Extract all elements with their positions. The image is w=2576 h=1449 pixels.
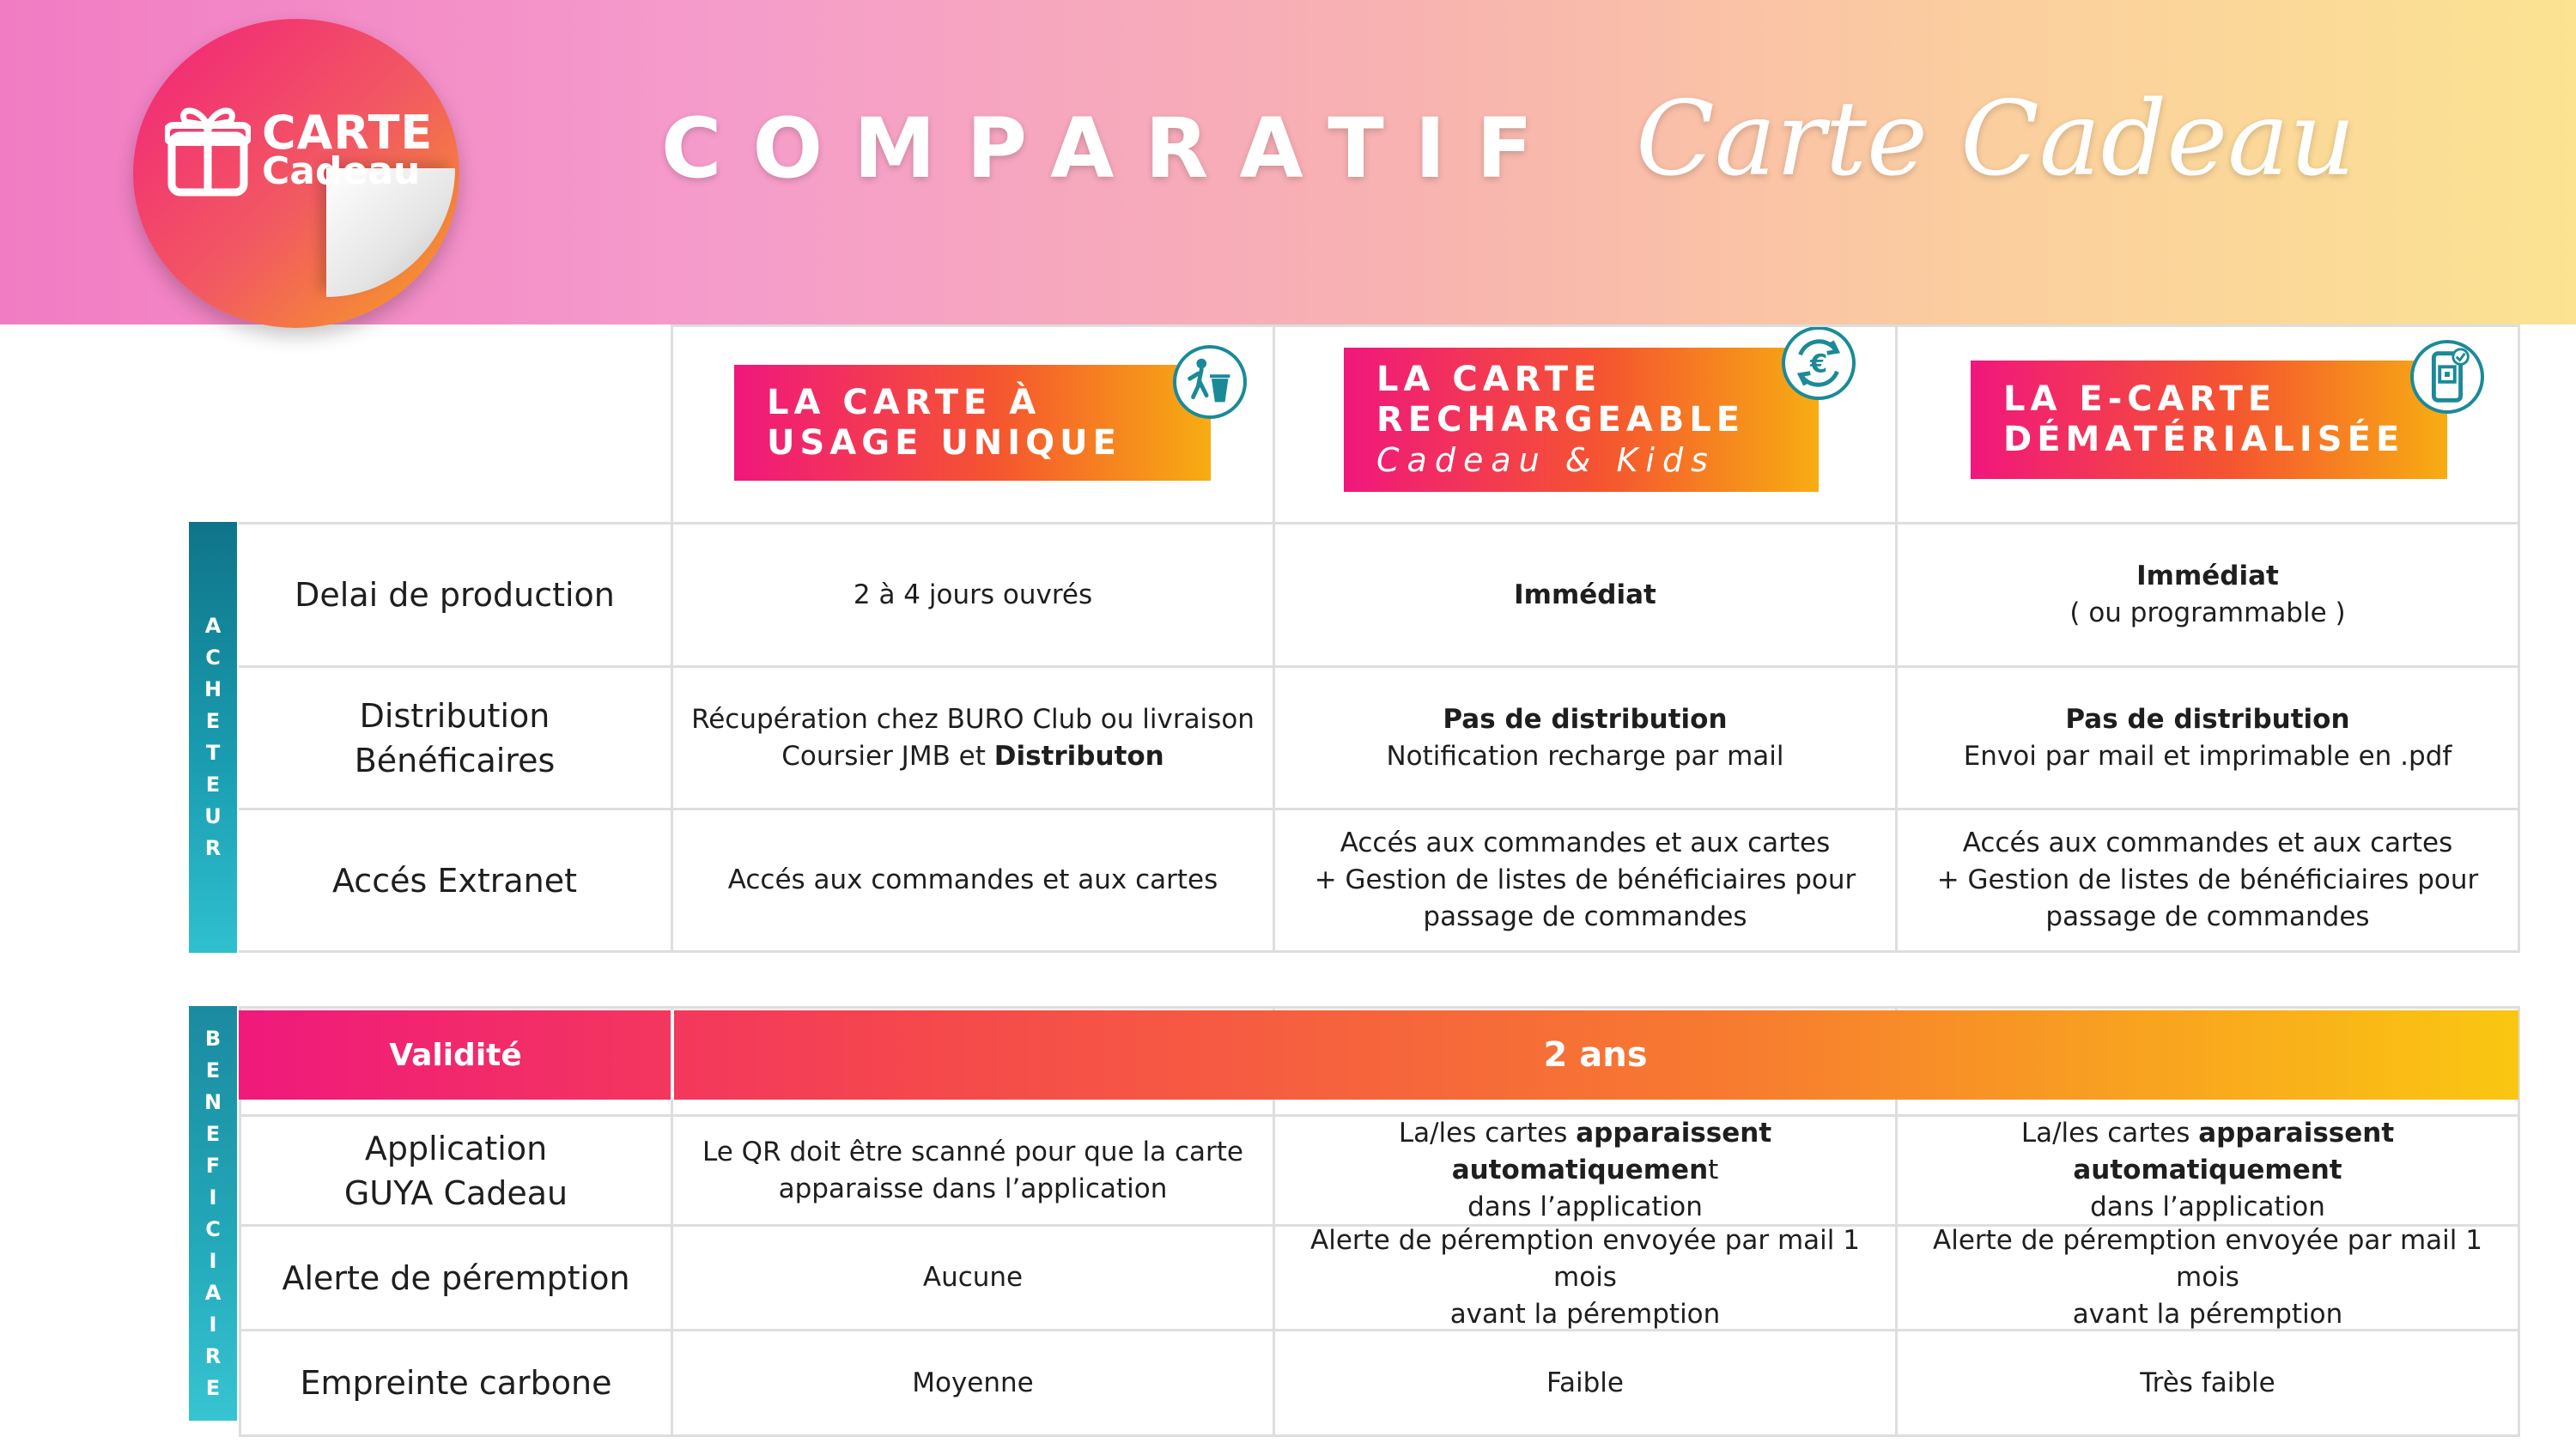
section-letter: E — [205, 1121, 221, 1146]
row-label-alerte — [241, 1227, 671, 1329]
euro-refresh-icon — [1782, 326, 1856, 400]
validity-value: 2 ans — [1543, 1035, 1648, 1075]
cell-text: passage de commandes — [1423, 901, 1747, 932]
row-label-empreinte — [241, 1331, 671, 1434]
cell-text: avant la péremption — [1449, 1299, 1721, 1330]
section-letter: E — [205, 1058, 221, 1082]
cell-text-part: apparaissent automatiquemen — [1451, 1118, 1772, 1185]
cell-text: Accés aux commandes et aux cartes — [1340, 828, 1831, 858]
cell-text: Notification recharge par mail — [1386, 740, 1784, 772]
grid-line — [239, 1434, 2520, 1437]
column-header-line: RECHARGEABLE — [1376, 399, 1746, 440]
page-title-script: Carte Cadeau — [1636, 80, 2356, 199]
table-cell — [1275, 524, 1895, 665]
section-letter: C — [205, 1216, 221, 1241]
table-cell — [1275, 810, 1895, 950]
cell-text: Immédiat — [1514, 579, 1656, 610]
cell-text: Immédiat — [2136, 561, 2279, 591]
column-header-usage-unique — [734, 365, 1211, 481]
validity-label: Validité — [389, 1037, 522, 1073]
grid-line — [239, 1006, 2520, 1009]
gift-icon — [165, 101, 251, 197]
row-label-text: Bénéficaires — [354, 741, 556, 779]
table-cell — [1898, 524, 2518, 665]
column-header-line: LA CARTE — [1376, 359, 1602, 399]
cell-text — [1275, 1115, 1895, 1189]
trash-bin-icon — [1173, 345, 1247, 419]
column-header-line: USAGE UNIQUE — [767, 422, 1121, 463]
logo-text-cadeau: Cadeau — [262, 149, 421, 193]
smartphone-qr-icon — [2410, 340, 2484, 414]
cell-text-part: Coursier JMB et — [781, 740, 994, 772]
cell-text: Alerte de péremption envoyée par mail 1 mois — [1310, 1225, 1860, 1293]
section-letter: E — [205, 709, 221, 733]
cell-text: Récupération chez BURO Club ou livraison — [691, 703, 1255, 735]
section-label-acheteur — [189, 522, 237, 953]
row-label-text: Empreinte carbone — [300, 1364, 612, 1402]
row-label-text: Accés Extranet — [331, 861, 578, 900]
section-letter: A — [204, 1280, 222, 1305]
cell-text: Le QR doit être scanné pour que la carte — [702, 1136, 1243, 1167]
cell-text: avant la péremption — [2072, 1299, 2343, 1330]
cell-text: dans l’application — [2090, 1191, 2325, 1222]
column-header-dematerialisee — [1971, 361, 2447, 479]
column-header-subtitle: Cadeau & Kids — [1376, 440, 1716, 479]
row-label-text: Application — [364, 1129, 548, 1167]
row-label-distribution — [239, 668, 671, 808]
cell-text: Très faible — [2140, 1367, 2275, 1398]
row-label-extranet — [239, 810, 671, 950]
table-cell — [673, 668, 1273, 808]
grid-line — [672, 324, 2520, 327]
table-cell — [1898, 1331, 2518, 1434]
cell-text: Faible — [1546, 1367, 1624, 1398]
grid-line — [2518, 324, 2520, 953]
logo-text-carte: CARTE — [262, 106, 434, 160]
cell-text — [781, 738, 1164, 775]
table-cell — [1898, 810, 2518, 950]
section-letter: I — [209, 1312, 217, 1337]
row-label-text: Distribution — [359, 696, 550, 735]
row-label-application — [241, 1117, 671, 1224]
cell-text-part: t — [1708, 1155, 1719, 1185]
section-letter: C — [205, 646, 221, 670]
table-cell — [673, 524, 1273, 665]
row-label-text: Alerte de péremption — [282, 1258, 630, 1297]
cell-text: + Gestion de listes de bénéficiaires pour — [1936, 864, 2479, 895]
section-letter: A — [204, 614, 222, 638]
table-cell — [673, 1117, 1273, 1224]
cell-text: 2 à 4 jours ouvrés — [853, 579, 1093, 610]
cell-text: Pas de distribution — [2065, 703, 2350, 735]
cell-text: + Gestion de listes de bénéficiaires pour — [1314, 864, 1856, 895]
section-letter: F — [205, 1153, 221, 1178]
row-label-delai — [239, 524, 671, 665]
column-header-line: LA CARTE À — [767, 382, 1042, 422]
column-header-line: DÉMATÉRIALISÉE — [2003, 420, 2405, 459]
section-letter: R — [204, 1343, 222, 1368]
section-label-beneficiaire — [189, 1006, 237, 1421]
cell-text: Moyenne — [912, 1367, 1034, 1398]
cell-text-part: La/les cartes — [1398, 1118, 1577, 1149]
table-cell — [1898, 668, 2518, 808]
section-letter: E — [205, 1375, 221, 1400]
cell-text: passage de commandes — [2045, 901, 2370, 932]
table-cell — [1275, 1117, 1895, 1224]
row-label-text: GUYA Cadeau — [343, 1173, 568, 1212]
cell-text: Envoi par mail et imprimable en .pdf — [1963, 740, 2452, 772]
table-cell — [1275, 668, 1895, 808]
page-title: COMPARATIF — [661, 100, 1564, 197]
column-header-rechargeable — [1344, 348, 1819, 492]
row-label-text: Delai de production — [295, 576, 615, 614]
cell-text-part: apparaissent automatiquement — [2073, 1118, 2395, 1185]
cell-text: Pas de distribution — [1443, 703, 1728, 735]
section-letter: T — [205, 741, 221, 765]
table-cell — [673, 810, 1273, 950]
cell-text-part: La/les cartes — [2020, 1118, 2199, 1149]
section-letter: B — [204, 1026, 222, 1051]
cell-text — [1898, 1115, 2518, 1189]
section-letter: H — [204, 677, 222, 701]
table-cell — [1275, 1227, 1895, 1329]
section-letter: E — [205, 773, 221, 797]
cell-text: Accés aux commandes et aux cartes — [1962, 828, 2453, 858]
cell-text: Alerte de péremption envoyée par mail 1 mois — [1933, 1225, 2482, 1293]
section-letter: I — [209, 1185, 217, 1210]
column-header-line: LA E-CARTE — [2003, 379, 2277, 419]
cell-text: Accés aux commandes et aux cartes — [727, 864, 1218, 895]
cell-text: apparaisse dans l’application — [778, 1173, 1168, 1204]
table-cell — [1898, 1117, 2518, 1224]
section-letter: U — [204, 804, 222, 828]
grid-line — [239, 950, 2520, 953]
table-cell — [673, 1227, 1273, 1329]
section-letter: I — [209, 1248, 217, 1273]
table-cell — [1275, 1331, 1895, 1434]
cell-text: ( ou programmable ) — [2069, 597, 2346, 628]
table-cell — [1898, 1227, 2518, 1329]
section-letter: R — [204, 836, 222, 860]
cell-text-part: Distributon — [993, 740, 1164, 772]
cell-text: Aucune — [922, 1262, 1024, 1293]
svg-text:€: € — [1809, 349, 1828, 379]
cell-text: dans l’application — [1467, 1191, 1703, 1222]
section-letter: N — [204, 1089, 222, 1114]
table-cell — [673, 1331, 1273, 1434]
